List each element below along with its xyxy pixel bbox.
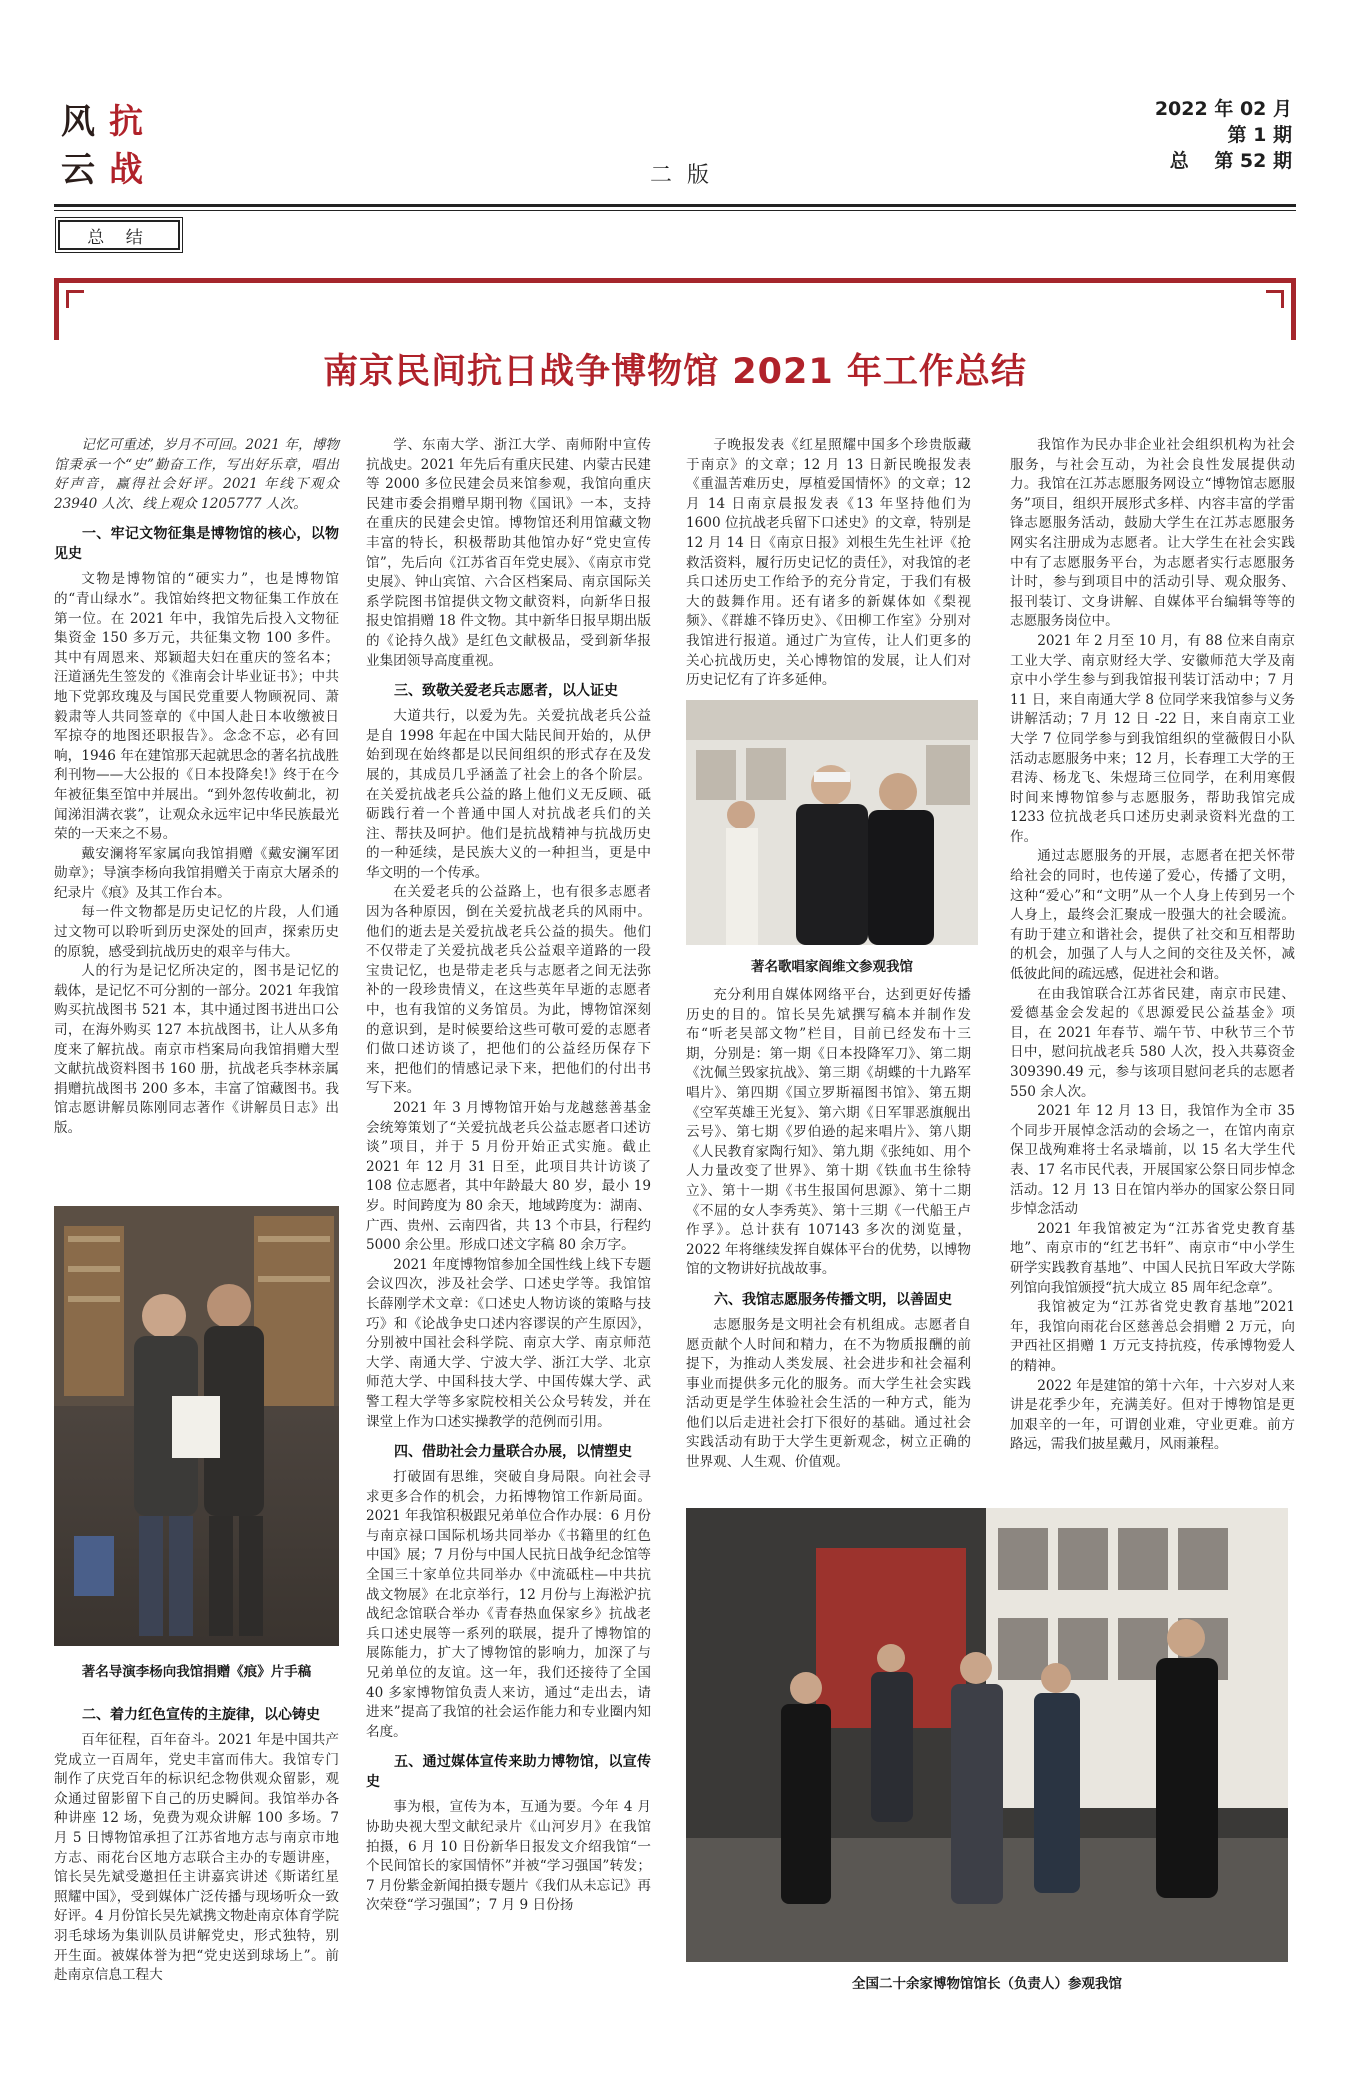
paragraph: 通过志愿服务的开展，志愿者在把关怀带给社会的同时，也传递了爱心，传播了文明，这种“爱心”和“文明”从一个人身上传到另一个人身上，最终会汇聚成一股强大的社会暖流。有助于建立和谐社会，提供了社交和互相帮助的机会，加强了人与人之间的交往及关怀，减低彼此间的疏远感，促进社会和谐。 bbox=[1010, 848, 1295, 983]
paragraph: 2021 年 12 月 13 日，我馆作为全市 35 个同步开展悼念活动的会场之一，在馆内南京保卫战殉难将士名录墙前，以 15 名大学生代表、17 名市民代表，开展国家公祭日同步悼念活动。12 月 13 日在馆内举办的国家公祭日同步悼念活动 bbox=[1010, 1103, 1295, 1218]
article-title: 南京民间抗日战争博物馆 2021 年工作总结 bbox=[323, 352, 1027, 392]
edition-label: 二 版 bbox=[650, 163, 713, 188]
photo-caption: 著名导演李杨向我馆捐赠《痕》片手稿 bbox=[81, 1664, 312, 1680]
photo-museum-directors-visit bbox=[686, 1508, 1288, 1962]
logo-char: 抗 bbox=[109, 102, 143, 142]
section-heading: 四、借助社会力量联合办展，以情塑史 bbox=[394, 1444, 632, 1461]
paragraph: 2021 年度博物馆参加全国性线上线下专题会议四次，涉及社会学、口述史学等。我馆馆长薛刚学术文章：《口述史人物访谈的策略与技巧》和《论战争史口述内容谬误的产生原因》，分别被中国社会科学院、南京大学、南京师范大学、南通大学、宁波大学、浙江大学、北京师范大学、中国科技大学、中国传媒大学、武警工程大学等多家院校相关公众号转发，并在课堂上作为口述实操教学的范例而引用。 bbox=[366, 1256, 651, 1430]
paragraph: 2021 年 2 月至 10 月，有 88 位来自南京工业大学、南京财经大学、安徽师范大学及南京中小学生参与到我馆报刊装订活动中；7 月 11 日，来自南通大学 8 位同学来我馆参与义务讲解活动；7 月 12 日 -22 日，来自南京工业大学 7 位同学参与到我馆组织的堂薇假日小队活动志愿服务中来；12 月，长春理工大学的王君涛、杨龙飞、朱煜琦三位同学，在利用寒假时间来博物馆参与志愿服务，帮助我馆完成 1233 位抗战老兵口述历史剥录资料光盘的工作。 bbox=[1010, 632, 1295, 845]
paragraph: 事为根，宣传为本，互通为要。今年 4 月协助央视大型文献纪录片《山河岁月》在我馆拍摄，6 月 10 日份新华日报发文介绍我馆“一个民间馆长的家国情怀”并被“学习强国”转发；7 月份紫金新闻拍摄专题片《我们从未忘记》再次荣登“学习强国”；7 月 9 日份扬 bbox=[366, 1799, 651, 1914]
paragraph: 百年征程，百年奋斗。2021 年是中国共产党成立一百周年，党史丰富而伟大。我馆专门制作了庆党百年的标识纪念物供观众留影，观众通过留影留下自己的历史瞬间。我馆举办各种讲座 12 场，免费为观众讲解 100 多场。7 月 5 日博物馆承担了江苏省地方志与南京市地方志、雨花台区地方志联合主办的专题讲座，馆长吴先斌受邀担任主讲嘉宾讲述《斯诺红星照耀中国》，受到媒体广泛传播与现场听众一致好评。4 月份馆长吴先斌携文物赴南京体育学院羽毛球场为集训队员讲解党史，形式独特，别开生面。被媒体誉为把“党史送到球场上”。前赴南京信息工程大 bbox=[54, 1732, 339, 1984]
photo-caption: 全国二十余家博物馆馆长（负责人）参观我馆 bbox=[852, 1976, 1122, 1992]
paragraph: 戴安澜将军家属向我馆捐赠《戴安澜军团勋章》；导演李杨向我馆捐赠关于南京大屠杀的纪录片《痕》及其工作台本。 bbox=[54, 845, 339, 901]
paragraph: 每一件文物都是历史记忆的片段，人们通过文物可以聆听到历史深处的回声，探索历史的原貌，感受到抗战历史的艰辛与伟大。 bbox=[54, 904, 339, 960]
logo-char: 云 bbox=[61, 150, 95, 190]
column-1 bbox=[54, 436, 339, 1139]
logo-char: 风 bbox=[61, 102, 95, 142]
section-heading: 六、我馆志愿服务传播文明，以善固史 bbox=[714, 1291, 952, 1308]
paragraph: 在关爱老兵的公益路上，也有很多志愿者因为各种原因，倒在关爱抗战老兵的风雨中。他们的逝去是关爱抗战老兵公益的损失。他们不仅带走了关爱抗战老兵公益艰辛道路的一段宝贵记忆，也是带走老兵与志愿者之间无法弥补的一段珍贵情义，在这些英年早逝的志愿者中，也有我馆的义务馆员。为此，博物馆深刻的意识到，是时候要给这些可敬可爱的志愿者们做口述访谈了，把他们的公益经历保存下来，把他们的情感记录下来，把他们的付出书写下来。 bbox=[366, 884, 651, 1097]
logo-char: 战 bbox=[109, 150, 143, 190]
lede-paragraph: 记忆可重述，岁月不可回。2021 年，博物馆秉承一个“史”勤奋工作，写出好乐章，唱出好声音，赢得社会好评。2021 年线下观众 23940 人次、线上观众 1205777 人次。 bbox=[54, 437, 339, 512]
column-3-top bbox=[686, 436, 971, 691]
paragraph: 大道共行，以爱为先。关爱抗战老兵公益是自 1998 年起在中国大陆民间开始的，从伊始到现在始终都是以民间组织的形式存在及发展的，其成员几乎涵盖了社会上的各个阶层。在关爱抗战老兵公益的路上他们义无反顾、砥砺践行着一个普通中国人对抗战老兵们的关注、帮扶及呵护。他们是抗战精神与抗战历史的一种延续，是民族大义的一种担当，更是中华文明的一个传承。 bbox=[366, 708, 651, 881]
paragraph: 我馆作为民办非企业社会组织机构为社会服务，与社会互动，为社会良性发展提供动力。我馆在江苏志愿服务网设立“博物馆志愿服务”项目，组织开展形式多样、内容丰富的学雷锋志愿服务活动，鼓励大学生在江苏志愿服务网实名注册成为志愿者。让大学生在社会实践中有了志愿服务平台，为志愿者实行志愿服务计时，参与到项目中的活动引导、观众服务、报刊装订、文身讲解、自媒体平台编辑等等的志愿服务岗位中。 bbox=[1010, 437, 1295, 630]
paragraph: 打破固有思维，突破自身局限。向社会寻求更多合作的机会，力拓博物馆工作新局面。2021 年我馆积极跟兄弟单位合作办展：6 月份与南京禄口国际机场共同举办《书籍里的红色中国》展；7 月份与中国人民抗日战争纪念馆等全国三十家单位共同举办《中流砥柱—中共抗战文物展》在北京举行，12 月份与上海淞沪抗战纪念馆联合举办《青春热血保家乡》抗战老兵口述史展等一系列的联展，提升了博物馆的展陈能力，扩大了博物馆的影响力，加深了与兄弟单位的友谊。这一年，我们还接待了全国 40 多家博物馆负责人来访，通过“走出去，请进来”提高了我馆的社会运作能力和专业圈内知名度。 bbox=[366, 1469, 651, 1740]
paragraph: 2022 年是建馆的第十六年，十六岁对人来讲是花季少年，充满美好。但对于博物馆是更加艰辛的一年，可谓创业难，守业更难。前方路远，需我们披星戴月，风雨兼程。 bbox=[1010, 1377, 1295, 1453]
paragraph: 我馆被定为“江苏省党史教育基地”2021 年，我馆向雨花台区慈善总会捐赠 2 万元，向尹西社区捐赠 1 万元支持抗疫，传承博物爱人的精神。 bbox=[1010, 1299, 1295, 1374]
section-heading: 一、牢记文物征集是博物馆的核心，以物见史 bbox=[54, 526, 339, 563]
section-tag: 总 结 bbox=[58, 220, 180, 250]
issue-total: 总 第 52 期 bbox=[1169, 150, 1292, 172]
column-1-bottom bbox=[54, 1695, 339, 1986]
photo-illustration bbox=[54, 1206, 339, 1646]
newspaper-logo bbox=[54, 98, 150, 194]
paragraph: 人的行为是记忆所决定的，图书是记忆的载体，是记忆不可分割的一部分。2021 年我馆购买抗战图书 521 本，其中通过图书进出口公司，在海外购买 127 本抗战图书，让人从多角度来了解抗战。南京市档案局向我馆捐赠大型文献抗战资料图书 160 册，抗战老兵李林亲属捐赠抗战图书 200 多本，丰富了馆藏图书。我馆志愿讲解员陈刚同志著作《讲解员日志》出版。 bbox=[54, 963, 339, 1136]
photo-caption: 著名歌唱家阎维文参观我馆 bbox=[751, 959, 913, 975]
paragraph: 子晚报发表《红星照耀中国多个珍贵版藏于南京》的文章；12 月 13 日新民晚报发表《重温苦难历史，厚植爱国情怀》的文章；12 月 14 日南京晨报发表《13 年坚持他们为 1600 位抗战老兵留下口述史》的文章，特别是 12 月 14 日《南京日报》刘根生先生社评《抢救活资料，履行历史记忆的责任》，对我馆的老兵口述历史工作给予的充分肯定，于我们有极大的鼓舞作用。还有诸多的新媒体如《梨视频》、《群雄不锋历史》、《田柳工作室》分别对我馆进行报道。通过广为宣传，让人们更多的关心抗战历史，关心博物馆的发展，让人们对历史记忆有了许多延伸。 bbox=[686, 437, 971, 689]
paragraph: 2021 年我馆被定为“江苏省党史教育基地”、南京市的“红艺书轩”、南京市“中小学生研学实践教育基地”、中国人民抗日军政大学陈列馆向我馆颁授“抗大成立 85 周年纪念章”。 bbox=[1010, 1220, 1295, 1296]
paragraph: 2021 年 3 月博物馆开始与龙越慈善基金会统筹策划了“关爱抗战老兵公益志愿者口述访谈”项目，并于 5 月份开始正式实施。截止 2021 年 12 月 31 日至，此项目共计访谈了 108 位志愿者，其中年龄最大 80 岁，最小 19 岁。时间跨度为 80 余天，地域跨度为：湖南、广西、贵州、云南四省，共 13 个市县，行程约 5000 余公里。形成口述文字稿 80 余万字。 bbox=[366, 1100, 651, 1254]
column-2 bbox=[366, 436, 651, 1916]
photo-singer-visit bbox=[686, 700, 978, 945]
paragraph: 在由我馆联合江苏省民建，南京市民建、爱德基金会发起的《思源爱民公益基金》项目，在 2021 年春节、端午节、中秋节三个节日中，慰问抗战老兵 580 人次，投入共募资金 309390.49 元，参与该项目慰问老兵的志愿者 550 余人次。 bbox=[1010, 985, 1295, 1100]
paragraph: 志愿服务是文明社会有机组成。志愿者自愿贡献个人时间和精力，在不为物质报酬的前提下，为推动人类发展、社会进步和社会福利事业而提供多元化的服务。而大学生社会实践活动更是学生体验社会生活的一种方式，能为他们以后走进社会打下很好的基础。通过社会实践活动有助于大学生更新观念，树立正确的世界观、人生观、价值观。 bbox=[686, 1316, 971, 1471]
header-rule bbox=[54, 204, 1296, 211]
paragraph: 文物是博物馆的“硬实力”，也是博物馆的“青山绿水”。我馆始终把文物征集工作放在第一位。在 2021 年中，我馆先后投入文物征集资金 150 多万元，共征集文物 100 多件。其中有周恩来、郑颖超夫妇在重庆的签名本；汪道涵先生签发的《淮南会计毕业证书》；中共地下党郭玫瑰及与国民党重要人物顾祝同、萧毅肃等人共同签章的《中国人赴日本收缴被日军掠夺的地图还职报告》。念念不忘，必有回响，1946 年在建馆那天起就思念的著名抗战胜利刊物——大公报的《日本投降矣!》终于在今年被征集至馆中并展出。“到外忽传收蓟北，初闻涕泪满衣裳”，让观众永远牢记中华民族最光荣的一天来之不易。 bbox=[54, 571, 339, 843]
issue-number: 第 1 期 bbox=[1227, 124, 1292, 146]
photo-illustration bbox=[686, 1508, 1288, 1962]
section-heading: 五、通过媒体宣传来助力博物馆，以宣传史 bbox=[366, 1754, 651, 1791]
column-3-bottom bbox=[686, 986, 971, 1473]
photo-director-donation bbox=[54, 1206, 339, 1646]
issue-info bbox=[1155, 96, 1292, 174]
paragraph: 充分利用自媒体网络平台，达到更好传播历史的目的。馆长吴先斌撰写稿本并制作发布“听老吴部文物”栏目，目前已经发布十三期，分别是：第一期《日本投降军刀》、第二期《沈佩兰毁家抗战》、第三期《胡蝶的十九路军唱片》、第四期《国立罗斯福图书馆》、第五期《空军英雄王光复》、第六期《日军罪恶旗舰出云号》、第七期《罗伯逊的起来唱片》、第八期《人民教育家陶行知》、第九期《张纯如、用个人力量改变了世界》、第十期《铁血书生徐特立》、第十一期《书生报国何思源》、第十二期《不屈的女人李秀英》、第十三期《一代船王卢作孚》。总计获有 107143 多次的浏览量，2022 年将继续发挥自媒体平台的优势，以博物馆的文物讲好抗战故事。 bbox=[686, 987, 971, 1278]
column-4 bbox=[1010, 436, 1295, 1455]
section-heading: 二、着力红色宣传的主旋律，以心铸史 bbox=[82, 1707, 320, 1723]
issue-date: 2022 年 02 月 bbox=[1154, 98, 1292, 120]
paragraph: 学、东南大学、浙江大学、南师附中宣传抗战史。2021 年先后有重庆民建、内蒙古民建等 2000 多位民建会员来馆参观，我馆向重庆民建市委会捐赠早期刊物《国讯》一本，支持在重庆的民建会史馆。博物馆还利用馆藏文物丰富的特长，积极帮助其他馆办好“党史宣传馆”，先后向《江苏省百年党史展》、《南京市党史展》、钟山宾馆、六合区档案局、南京国际关系学院图书馆提供文物文献资料，向新华日报报史馆捐赠 18 件文物。其中新华日报早期出版的《论持久战》是红色文献极品，受到新华报业集团领导高度重视。 bbox=[366, 437, 651, 669]
photo-illustration bbox=[686, 700, 978, 945]
section-heading: 三、致敬关爱老兵志愿者，以人证史 bbox=[394, 683, 618, 700]
